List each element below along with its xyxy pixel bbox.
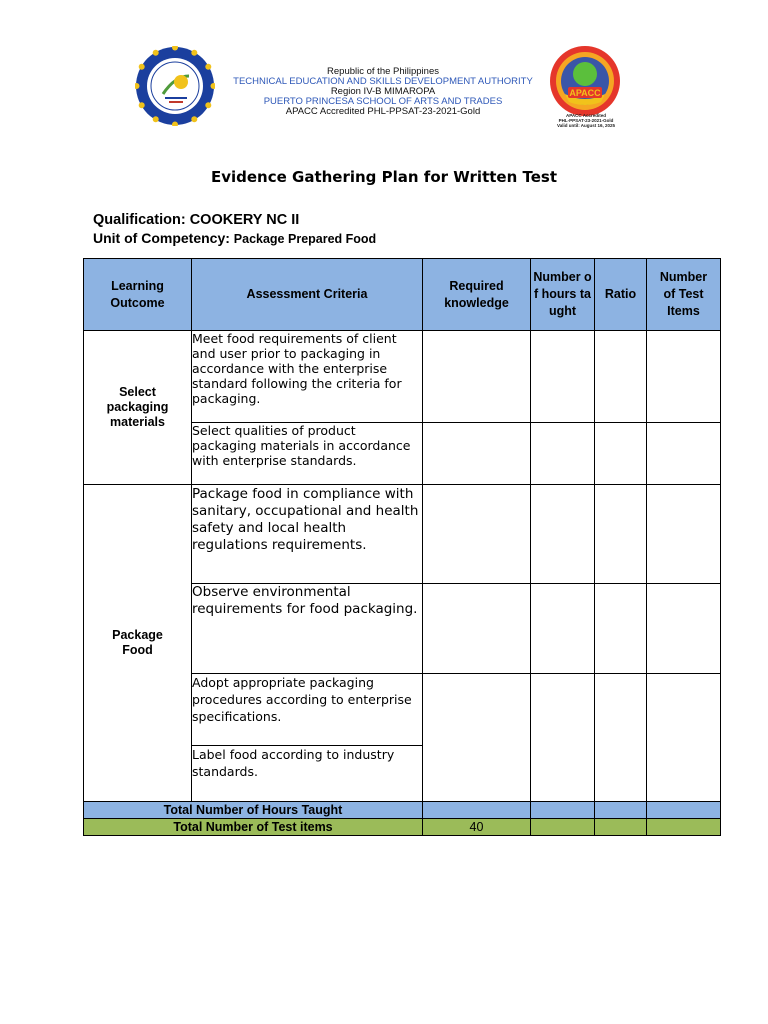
- criteria-2-2: Observe environmental requirements for food packaging.: [192, 584, 423, 674]
- accreditation-line: APACC Accredited PHL-PPSAT-23-2021-Gold: [285, 106, 481, 117]
- total-hours-label: Total Number of Hours Taught: [84, 802, 423, 819]
- document-title: Evidence Gathering Plan for Written Test: [210, 168, 558, 186]
- criteria-2-4: Label food according to industry standards.: [192, 746, 423, 802]
- unit-value: Package Prepared Food: [233, 232, 377, 246]
- learning-outcome-1: Select packaging materials: [84, 331, 192, 485]
- apacc-caption: APACC Accredited PHL-PPSAT-23-2021-Gold Valid until: August 16, 2025: [556, 113, 616, 128]
- header-required-knowledge: Required knowledge: [423, 259, 531, 331]
- qualification-label: Qualification:: [93, 212, 186, 228]
- table-row: [84, 331, 721, 423]
- header-assessment-criteria: Assessment Criteria: [192, 259, 423, 331]
- learning-outcome-2: Package Food: [84, 485, 192, 802]
- total-hours-row: [84, 802, 721, 819]
- criteria-1-2: Select qualities of product packaging materials in accordance with enterprise standards.: [192, 423, 423, 485]
- criteria-1-1: Meet food requirements of client and user prior to packaging in accordance with the enterprise standard following the criteria for packaging.: [192, 331, 423, 423]
- apacc-logo-label: APACC: [569, 88, 601, 98]
- agency-name: TECHNICAL EDUCATION AND SKILLS DEVELOPMENT AUTHORITY: [233, 76, 533, 87]
- header-test-items: Number of Test Items: [647, 259, 721, 331]
- school-name: PUERTO PRINCESA SCHOOL OF ARTS AND TRADES: [263, 96, 503, 107]
- region-name: Region IV-B MIMAROPA: [330, 86, 436, 97]
- qualification-line: [93, 212, 299, 228]
- header-learning-outcome: Learning Outcome: [84, 259, 192, 331]
- country-name: Republic of the Philippines: [327, 66, 439, 77]
- table-row: [84, 485, 721, 584]
- unit-of-competency-line: [93, 230, 376, 246]
- evidence-gathering-table: [83, 258, 721, 836]
- total-items-value: 40: [423, 819, 531, 836]
- school-seal-logo: [135, 46, 215, 126]
- criteria-2-3: Adopt appropriate packaging procedures according to enterprise specifications.: [192, 674, 423, 746]
- letterhead: [214, 67, 552, 117]
- total-items-label: Total Number of Test items: [84, 819, 423, 836]
- criteria-2-1: Package food in compliance with sanitary, occupational and health safety and local health regulations requirements.: [192, 485, 423, 584]
- total-items-row: [84, 819, 721, 836]
- header-ratio: Ratio: [595, 259, 647, 331]
- qualification-value: COOKERY NC II: [189, 212, 300, 228]
- header-hours-taught: Number of hours taught: [531, 259, 595, 331]
- table-header-row: [84, 259, 721, 331]
- unit-label: Unit of Competency:: [93, 230, 230, 246]
